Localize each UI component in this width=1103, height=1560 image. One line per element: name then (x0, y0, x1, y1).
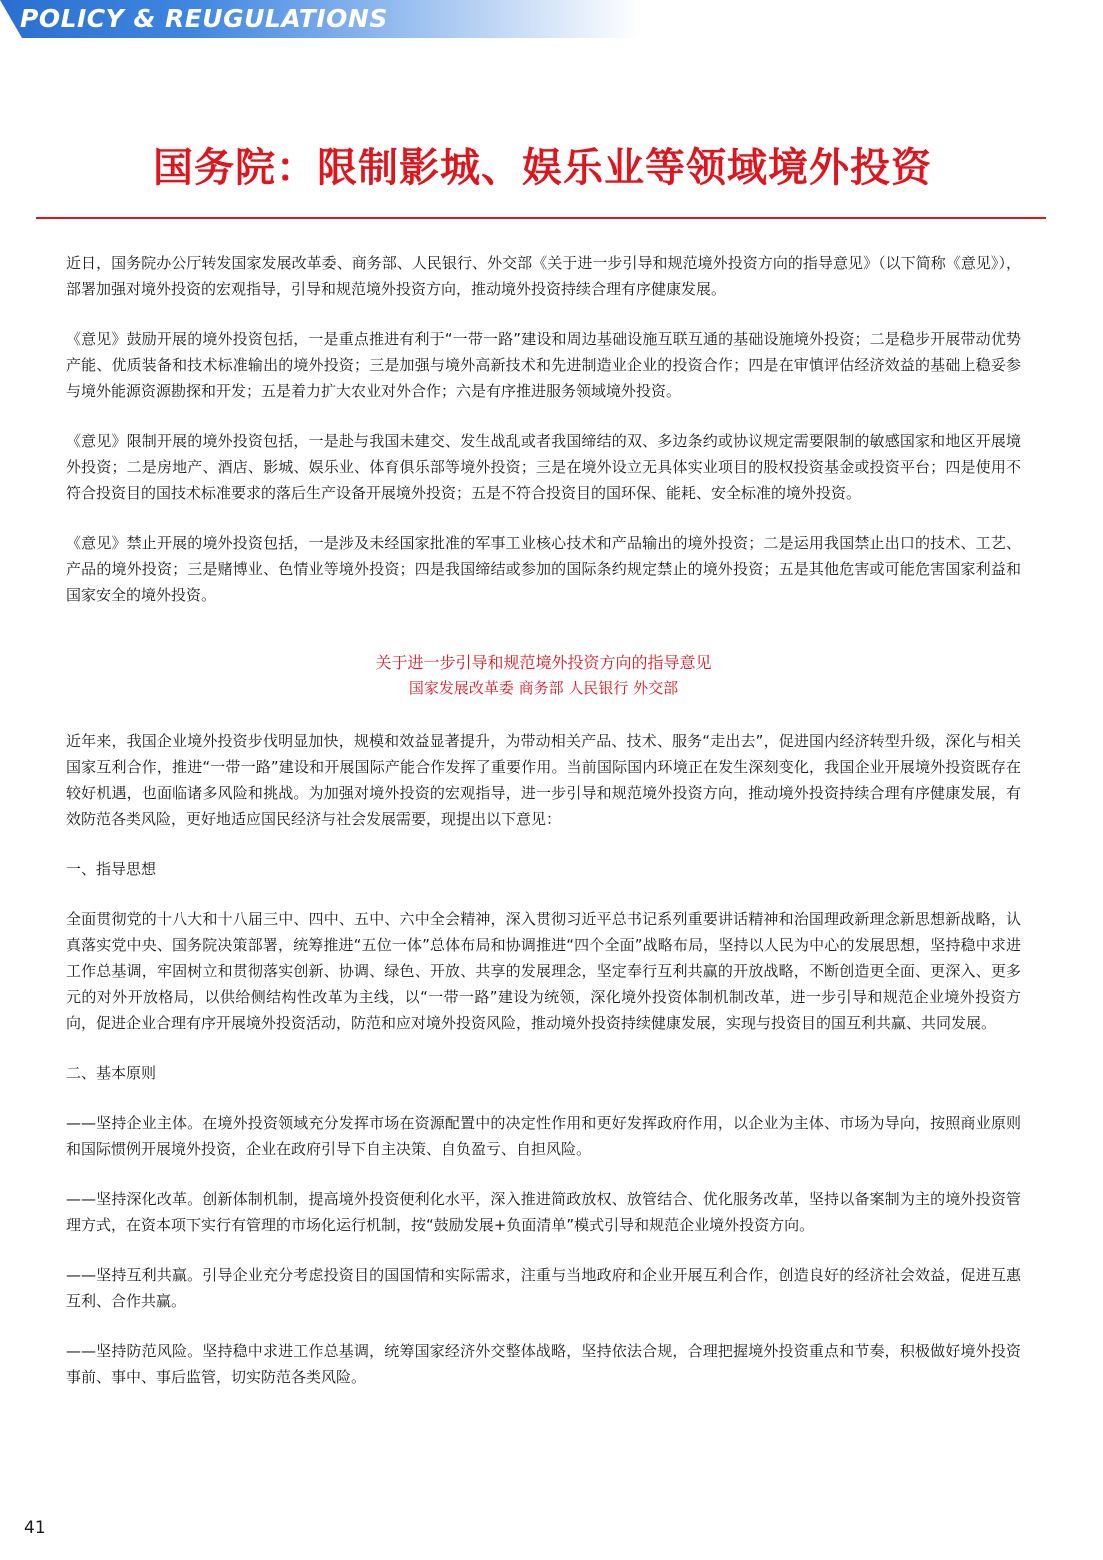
article-title: 国务院：限制影城、娱乐业等领域境外投资 (153, 145, 932, 191)
section-heading: 二、基本原则 (66, 1064, 157, 1082)
article-paragraph: 《意见》禁止开展的境外投资包括，一是涉及未经国家批准的军事工业核心技术和产品输出的境外投资；二是运用我国禁止出口的技术、工艺、产品的境外投资；三是赌博业、色情业等境外投资；四是我国缔结或参加的国际条约规定禁止的境外投资；五是其他危害或可能危害国家利益和国家安全的境外投资。 (66, 534, 1021, 604)
page-number: 41 (24, 1518, 46, 1538)
article-paragraph: 近日，国务院办公厅转发国家发展改革委、商务部、人民银行、外交部《关于进一步引导和规范境外投资方向的指导意见》（以下简称《意见》），部署加强对境外投资的宏观指导，引导和规范境外投资方向，推动境外投资持续合理有序健康发展。 (66, 254, 1021, 298)
principle-paragraph: ——坚持互利共赢。引导企业充分考虑投资目的国国情和实际需求，注重与当地政府和企业开展互利合作，创造良好的经济社会效益，促进互惠互利、合作共赢。 (66, 1266, 1021, 1310)
document-intro: 近年来，我国企业境外投资步伐明显加快，规模和效益显著提升，为带动相关产品、技术、服务“走出去”，促进国内经济转型升级，深化与相关国家互利合作，推进“一带一路”建设和开展国际产能合作发挥了重要作用。当前国际国内环境正在发生深刻变化，我国企业开展境外投资既存在较好机遇，也面临诸多风险和挑战。为加强对境外投资的宏观指导，进一步引导和规范境外投资方向，推动境外投资持续合理有序健康发展，有效防范各类风险，更好地适应国民经济与社会发展需要，现提出以下意见： (66, 732, 1021, 828)
title-divider (36, 217, 1046, 219)
principle-paragraph: ——坚持防范风险。坚持稳中求进工作总基调，统筹国家经济外交整体战略，坚持依法合规，合理把握境外投资重点和节奏，积极做好境外投资事前、事中、事后监管，切实防范各类风险。 (66, 1342, 1021, 1386)
document-title: 关于进一步引导和规范境外投资方向的指导意见 (375, 653, 712, 672)
document-issuers: 国家发展改革委 商务部 人民银行 外交部 (408, 679, 679, 697)
principle-paragraph: ——坚持企业主体。在境外投资领域充分发挥市场在资源配置中的决定性作用和更好发挥政府作用，以企业为主体、市场为导向，按照商业原则和国际惯例开展境外投资，企业在政府引导下自主决策、自负盈亏、自担风险。 (66, 1114, 1021, 1158)
section-label: POLICY & REUGULATIONS (20, 4, 388, 33)
principle-paragraph: ——坚持深化改革。创新体制机制，提高境外投资便利化水平，深入推进简政放权、放管结合、优化服务改革，坚持以备案制为主的境外投资管理方式，在资本项下实行有管理的市场化运行机制，按“鼓励发展+负面清单”模式引导和规范企业境外投资方向。 (66, 1190, 1021, 1234)
section-heading: 一、指导思想 (66, 860, 157, 878)
article-body (66, 250, 1021, 1414)
article-paragraph: 《意见》限制开展的境外投资包括，一是赴与我国未建交、发生战乱或者我国缔结的双、多边条约或协议规定需要限制的敏感国家和地区开展境外投资；二是房地产、酒店、影城、娱乐业、体育俱乐部等境外投资；三是在境外设立无具体实业项目的股权投资基金或投资平台；四是使用不符合投资目的国技术标准要求的落后生产设备开展境外投资；五是不符合投资目的国环保、能耗、安全标准的境外投资。 (66, 432, 1021, 502)
section-body: 全面贯彻党的十八大和十八届三中、四中、五中、六中全会精神，深入贯彻习近平总书记系列重要讲话精神和治国理政新理念新思想新战略，认真落实党中央、国务院决策部署，统筹推进“五位一体”总体布局和协调推进“四个全面”战略布局，坚持以人民为中心的发展思想，坚持稳中求进工作总基调，牢固树立和贯彻落实创新、协调、绿色、开放、共享的发展理念，坚定奉行互利共赢的开放战略，不断创造更全面、更深入、更多元的对外开放格局，以供给侧结构性改革为主线，以“一带一路”建设为统领，深化境外投资体制机制改革，进一步引导和规范企业境外投资方向，促进企业合理有序开展境外投资活动，防范和应对境外投资风险，推动境外投资持续健康发展，实现与投资目的国互利共赢、共同发展。 (66, 910, 1021, 1032)
article-paragraph: 《意见》鼓励开展的境外投资包括，一是重点推进有利于“一带一路”建设和周边基础设施互联互通的基础设施境外投资；二是稳步开展带动优势产能、优质装备和技术标准输出的境外投资；三是加强与境外高新技术和先进制造业企业的投资合作；四是在审慎评估经济效益的基础上稳妥参与境外能源资源勘探和开发；五是着力扩大农业对外合作；六是有序推进服务领域境外投资。 (66, 330, 1021, 400)
